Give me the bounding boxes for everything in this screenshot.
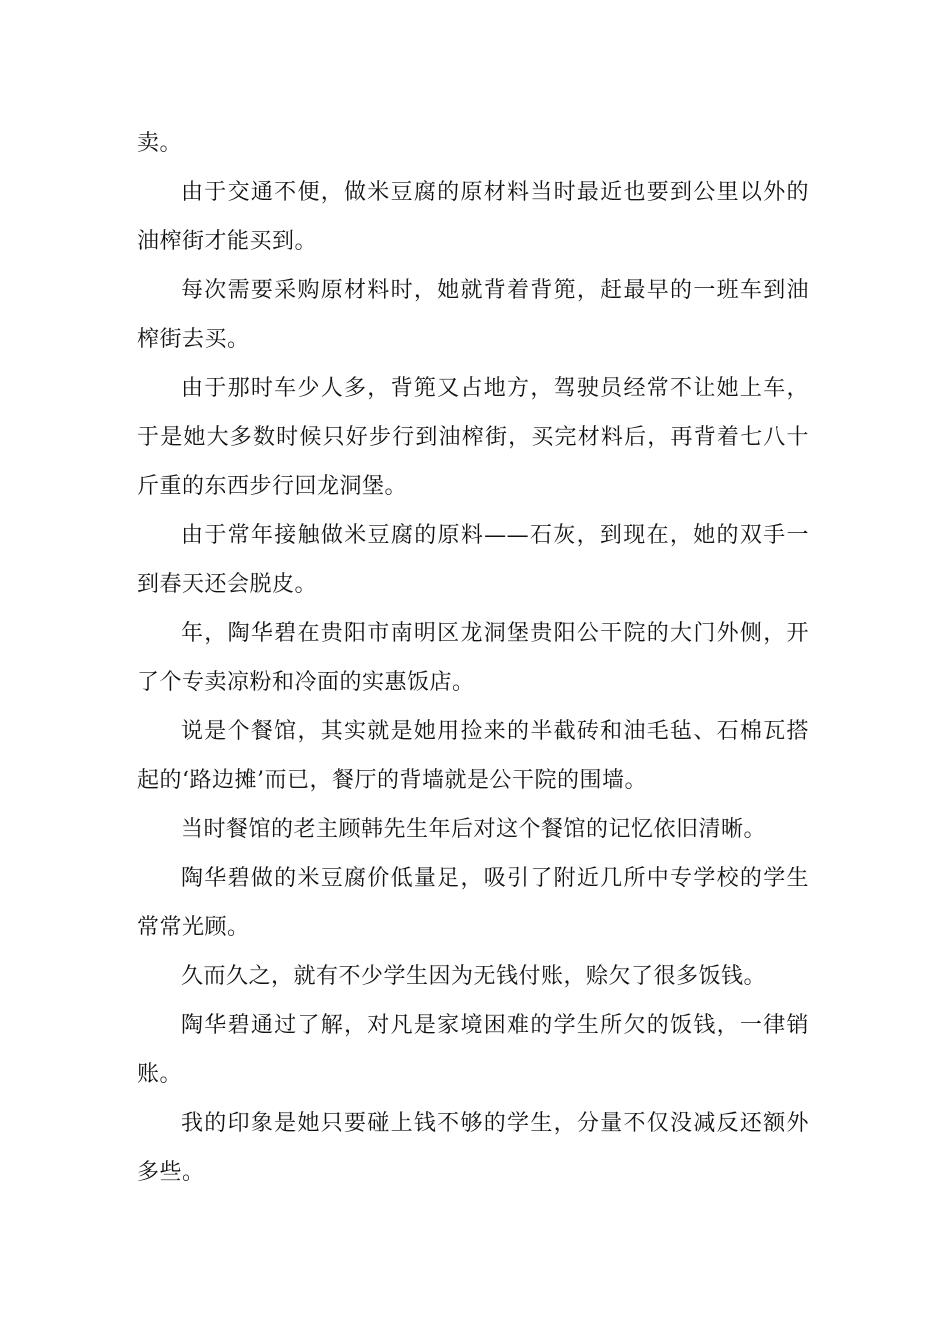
paragraph-roadside-stall: 说是个餐馆，其实就是她用捡来的半截砖和油毛毡、石棉瓦搭起的‘路边摊’而已，餐厅的背墙就是公干院的围墙。 (137, 719, 809, 793)
paragraph-restaurant-opening: 年，陶华碧在贵阳市南明区龙洞堡贵阳公干院的大门外侧，开了个专卖凉粉和冷面的实惠饭店。 (137, 621, 809, 695)
paragraph-write-off: 陶华碧通过了解，对凡是家境困难的学生所欠的饭钱，一律销账。 (137, 1013, 809, 1087)
paragraph-continuation: 卖。 (137, 131, 183, 156)
paragraph-students: 陶华碧做的米豆腐价低量足，吸引了附近几所中专学校的学生常常光顾。 (137, 866, 809, 940)
paragraph-walking: 由于那时车少人多，背篼又占地方，驾驶员经常不让她上车，于是她大多数时候只好步行到油榨街，买完材料后，再背着七八十斤重的东西步行回龙洞堡。 (137, 376, 809, 499)
document-body (137, 119, 809, 1197)
paragraph-debts: 久而久之，就有不少学生因为无钱付账，赊欠了很多饭钱。 (181, 964, 767, 989)
paragraph-purchasing: 每次需要采购原材料时，她就背着背篼，赶最早的一班车到油榨街去买。 (137, 278, 809, 352)
paragraph-customer-memory: 当时餐馆的老主顾韩先生年后对这个餐馆的记忆依旧清晰。 (181, 817, 767, 842)
paragraph-transport: 由于交通不便，做米豆腐的原材料当时最近也要到公里以外的油榨街才能买到。 (137, 180, 809, 254)
paragraph-lime: 由于常年接触做米豆腐的原料——石灰，到现在，她的双手一到春天还会脱皮。 (137, 523, 809, 597)
paragraph-generosity: 我的印象是她只要碰上钱不够的学生，分量不仅没减反还额外多些。 (137, 1111, 809, 1185)
